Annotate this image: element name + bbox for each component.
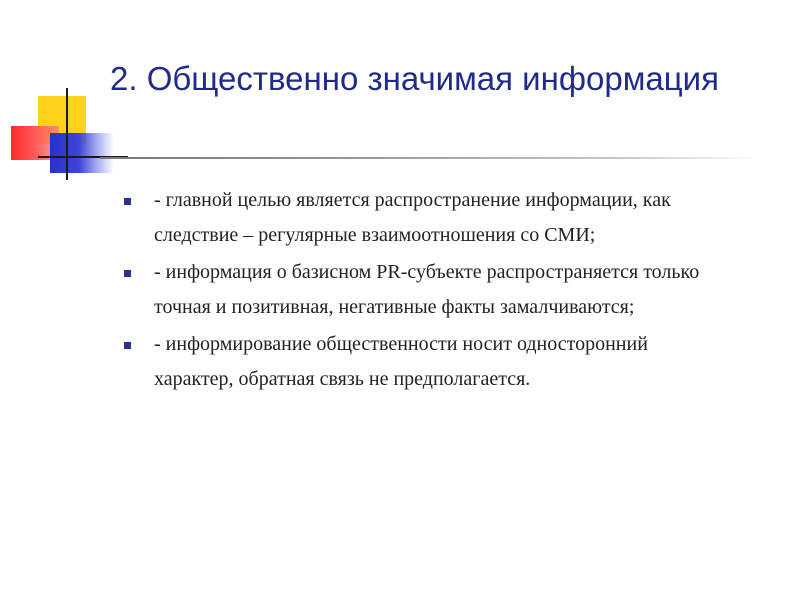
logo-blue-square — [50, 133, 114, 173]
logo-vertical-line — [66, 88, 68, 180]
square-bullet-icon — [124, 342, 131, 349]
bullet-item — [122, 255, 722, 325]
slide-title: 2. Общественно значимая информация — [110, 60, 719, 97]
bullet-item — [122, 327, 722, 397]
bullet-item — [122, 183, 722, 253]
bullet-text: - информирование общественности носит односторонний характер, обратная связь не предполагается. — [154, 333, 648, 390]
square-bullet-icon — [124, 270, 131, 277]
bullet-text: - информация о базисном PR-субъекте распространяется только точная и позитивная, негативные факты замалчиваются; — [154, 261, 700, 318]
bullet-list — [122, 183, 722, 399]
bullet-text: - главной целью является распространение информации, как следствие – регулярные взаимоотношения со СМИ; — [154, 189, 671, 246]
square-bullet-icon — [124, 198, 131, 205]
title-divider — [100, 157, 760, 159]
